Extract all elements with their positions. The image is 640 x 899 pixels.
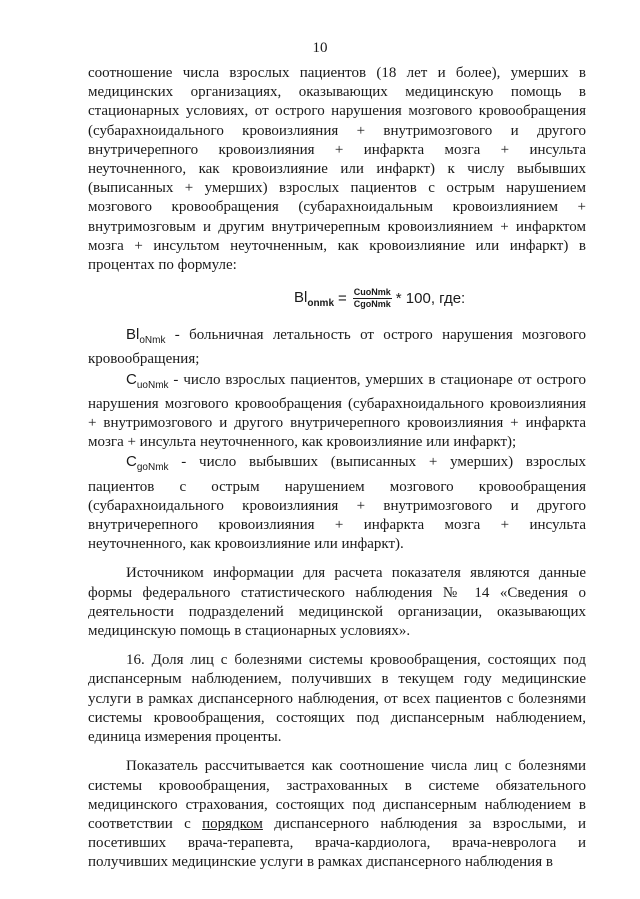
order-link[interactable]: порядком — [202, 815, 263, 832]
formula-denominator: CgoNmk — [353, 299, 391, 310]
paragraph-calculation: Показатель рассчитывается как соотношение числа лиц с болезнями системы кровообращения, застрахованных в системе обязательного медицинского страхования, состоящих под диспансерным наблюдением в соответствии с порядком диспансерного наблюдения за взрослыми, и посетивших врача-терапевта, врача-кардиолога, врача-невролога и получивших медицинские услуги в рамках диспансерного наблюдения в — [88, 758, 586, 871]
definition-cuonmk — [88, 370, 586, 453]
definition-text: - число взрослых пациентов, умерших в стационаре от острого нарушения мозгового кровообращения (субарахноидального кровоизлияния + внутримозгового и другого внутричерепного кровоизлияния + инфаркта мозга + инсульта неуточненного, как кровоизлияние или инфаркт); — [88, 371, 586, 451]
document-body — [88, 64, 586, 873]
paragraph-information-source: Источником информации для расчета показателя являются данные формы федерального статистического наблюдения № 14 «Сведения о деятельности подразделений медицинской организации, оказывающих медицинскую помощь в стационарных условиях». — [88, 565, 586, 640]
paragraph-formula-intro: соотношение числа взрослых пациентов (18 лет и более), умерших в медицинских организациях, оказывающих медицинскую помощь в стационарных условиях, от острого нарушения мозгового кровообращения (субарахноидального кровоизлияния + внутримозгового и другого внутричерепного кровоизлияния + инфаркта мозга + инсульта неуточненного, как кровоизлияние или инфаркт) к числу выбывших (выписанных + умерших) взрослых пациентов с острым нарушением мозгового кровообращения (субарахноидальным кровоизлиянием + внутримозговым и другим внутричерепным кровоизлиянием + инфарктом мозга + инсультом неуточненным, как кровоизлияние или инфаркт) в процентах по формуле: — [88, 65, 586, 274]
definition-text: - число выбывших (выписанных + умерших) взрослых пациентов с острым нарушением мозгового кровообращения (субарахноидального кровоизлияния + внутримозгового и другого внутричерепного кровоизлияния + инфаркта мозга + инсульта неуточненного, как кровоизлияние или инфаркт). — [88, 454, 586, 553]
definition-symbol: $Bl_{oNmk}$ — [126, 326, 166, 347]
definition-blonmk — [88, 325, 586, 369]
definition-cgonmk — [88, 452, 586, 554]
formula-equals: = — [338, 290, 347, 308]
formula-numerator: CuoNmk — [353, 287, 391, 298]
page-number: 10 — [312, 40, 328, 56]
formula-fraction — [353, 287, 392, 310]
formula-lhs: $Bl_{onmk}$ — [294, 288, 335, 309]
formula-tail: * 100, где: — [395, 290, 466, 308]
formula-expression — [294, 287, 465, 310]
definition-symbol: $C_{goNmk}$ — [126, 453, 169, 474]
definition-symbol: $C_{uoNmk}$ — [126, 370, 169, 391]
definition-text: - больничная летальность от острого нарушения мозгового кровообращения; — [88, 327, 586, 368]
formula-lhs-subscript: onmk — [307, 297, 335, 309]
formula — [88, 279, 586, 319]
paragraph-indicator-16: 16. Доля лиц с болезнями системы кровообращения, состоящих под диспансерным наблюдением, получивших в текущем году медицинские услуги в рамках диспансерного наблюдения, от всех пациентов с болезнями системы кровообращения, состоящих под диспансерным наблюдением, единица измерения проценты. — [88, 652, 586, 746]
